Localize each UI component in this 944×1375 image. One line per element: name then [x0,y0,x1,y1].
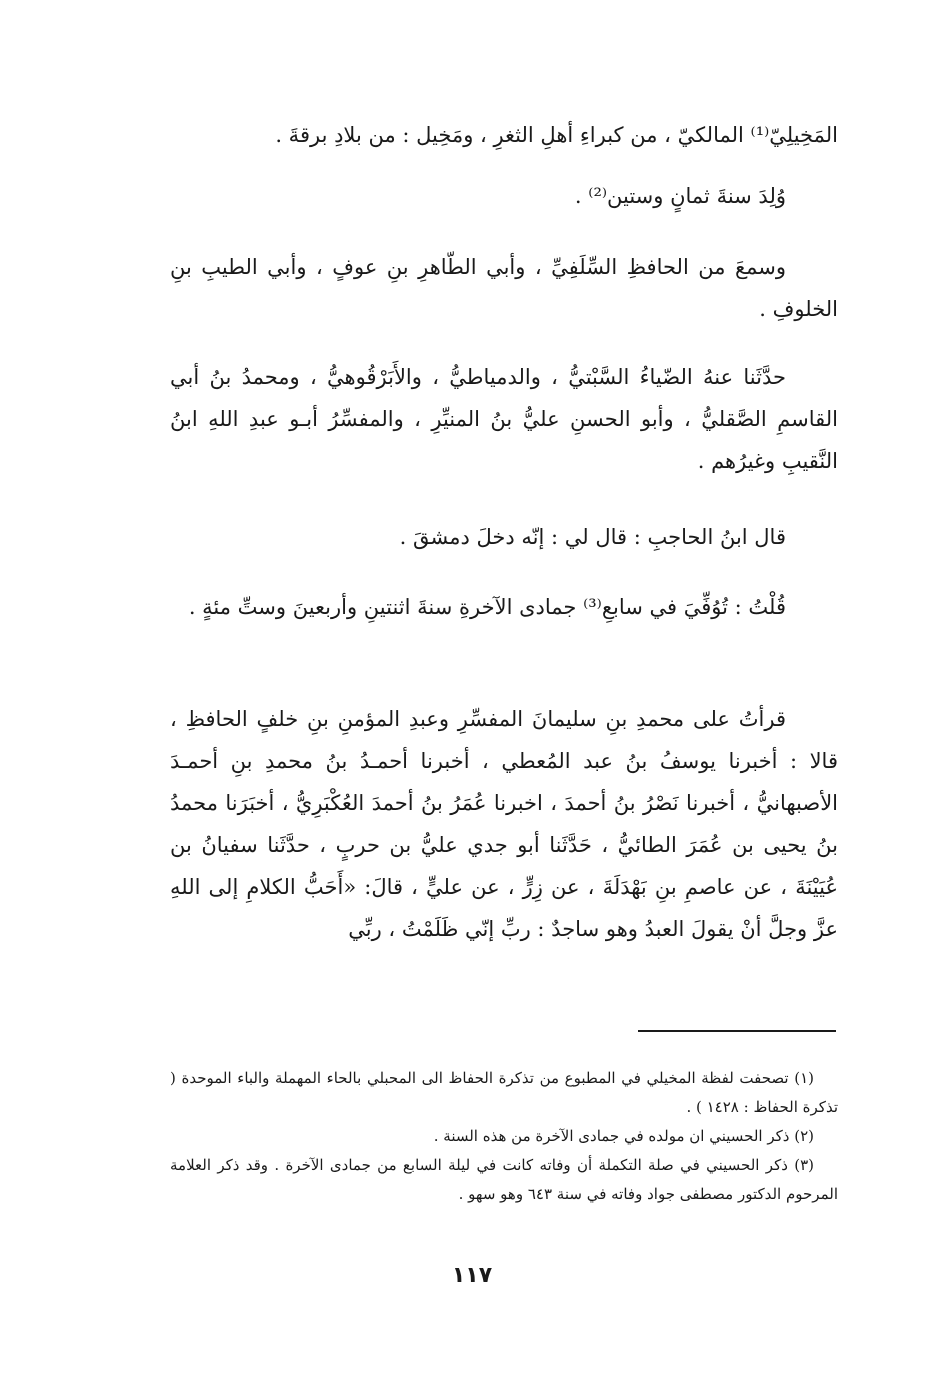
footnote-item: (١) تصحفت لفظة المخيلي في المطبوع من تذكرة الحفاظ الى المحبلي بالحاء المهملة والباء الموحدة ( تذكرة الحفاظ : ١٤٢٨ ) . [170,1069,838,1116]
footnote-item: (٣) ذكر الحسيني في صلة التكملة أن وفاته كانت في ليلة السابع من جمادى الآخرة . وقد ذكر العلامة المرحوم الدكتور مصطفى جواد وفاته في سنة ٦٤٣ وهو سهو . [170,1156,838,1203]
footnote-item: (٢) ذكر الحسيني ان مولده في جمادى الآخرة من هذه السنة . [433,1127,814,1145]
paragraph-ibn-hajib: قال ابنُ الحاجبِ : قال لي : إنّه دخلَ دمشقَ . [399,525,786,549]
paragraph-students: حدَّثَنا عنهُ الضّياءُ السَّبْتيُّ ، والدمياطيُّ ، والأَبَرْقُوهيُّ ، ومحمدُ بنُ أبي القاسمِ الصَّقليُّ ، وأبو الحسنِ عليُّ بنُ المنيِّرِ ، والمفسِّرُ أبـو عبدِ اللهِ ابنُ النَّقيبِ وغيرُهم . [170,365,838,473]
footnotes-list [170,1064,838,1209]
paragraph-teachers: وسمعَ من الحافظِ السِّلَفِيِّ ، وأبي الطّاهرِ بنِ عوفٍ ، وأبي الطيبِ بنِ الخلوفِ . [170,255,838,321]
paragraph-hadith-chain: قرأتُ على محمدِ بنِ سليمانَ المفسِّرِ وعبدِ المؤمنِ بنِ خلفٍ الحافظِ ، قالا : أخبرنا يوسفُ بنُ عبد المُعطي ، أخبرنا أحمـدُ بنُ محمدِ بنِ أحمـدَ الأصبهانيُّ ، أخبرنا نَصْرُ بنُ أحمدَ ، اخبرنا عُمَرُ بنُ أحمدَ العُكْبَرِيُّ ، أخبَرَنا محمدُ بنُ يحيى بن عُمَرَ الطائيُّ ، حَدَّثَنا أبو جدي عليُّ بن حربٍ ، حدَّثَنا سفيانُ بن عُيَيْنَةَ ، عن عاصمِ بنِ بَهْدَلَةَ ، عن زِرٍّ ، عن عليٍّ ، قالَ: «أَحَبُّ الكلامِ إلى اللهِ عزَّ وجلَّ أنْ يقولَ العبدُ وهو ساجدٌ : ربِّ إنّي ظَلَمْتُ ، ربِّي [170,707,838,941]
paragraph-birth: وُلِدَ سنةَ ثمانٍ وستين⁽²⁾ . [574,184,786,208]
paragraph-subject-intro: المَخِيلِيّ⁽¹⁾ المالكيّ ، من كبراءِ أهلِ الثغرِ ، ومَخِيل : من بلادِ برقةَ . [275,123,838,147]
page-number: ١١٧ [451,1263,493,1288]
paragraph-death: قُلْتُ : تُوُفِّيَ في سابعِ⁽³⁾ جمادى الآخرةِ سنةَ اثنتينِ وأربعينَ وستِّ مئةٍ . [188,595,786,619]
footnote-divider [638,1030,836,1032]
